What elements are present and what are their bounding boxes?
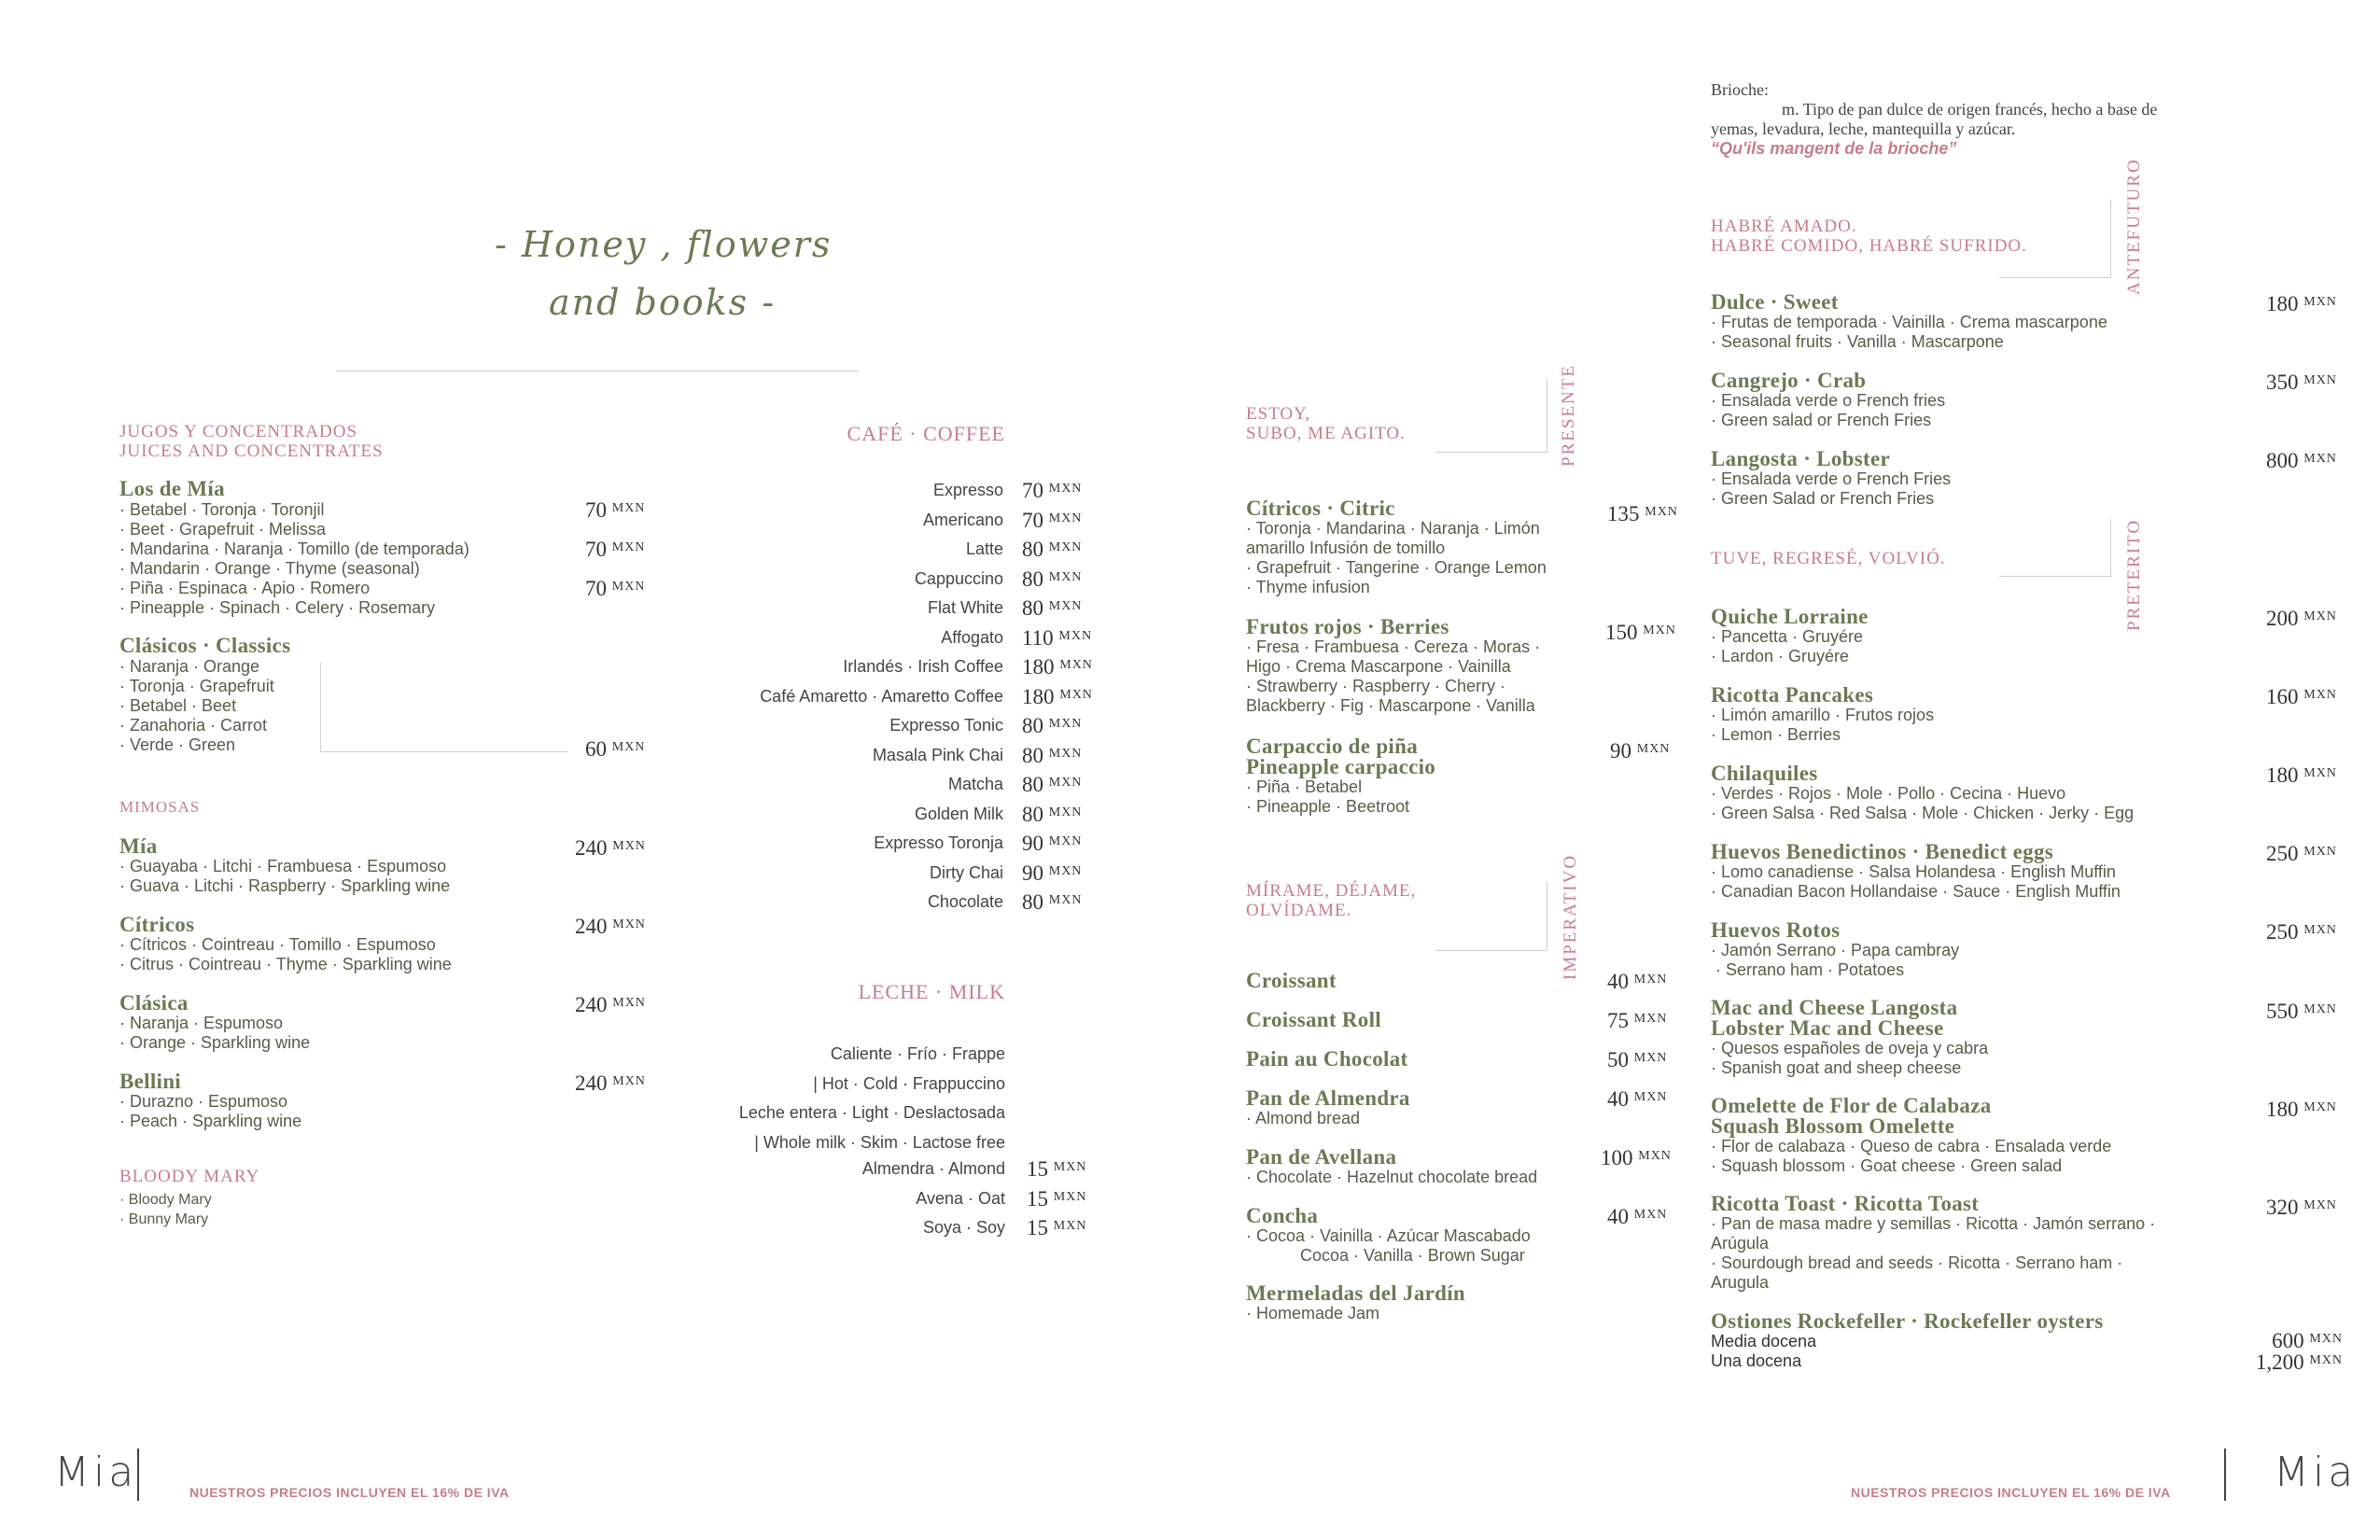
preterito-item-name: Huevos Benedictinos · Benedict eggs <box>1711 840 2053 863</box>
price: 180 $^{MXN}$ <box>1022 684 1093 708</box>
price: 70 $^{MXN}$ <box>585 538 646 561</box>
preterito-item-name: Chilaquiles <box>1711 762 1818 785</box>
item-line: · Ensalada verde o French Fries <box>1711 469 1952 488</box>
item-line: Higo · Crema Mascarpone · Vainilla <box>1246 657 1511 676</box>
coffee-name: Masala Pink Chai <box>872 745 1003 764</box>
coffee-row <box>653 685 1101 713</box>
preterito-tag: PRETERITO <box>2124 518 2144 631</box>
milk-heading: LECHE · MILK <box>858 980 1005 1003</box>
logo-left: Mia <box>54 1449 138 1496</box>
item-line: · Fresa · Frambuesa · Cereza · Moras · <box>1246 637 1541 656</box>
item-line: · Cítricos · Cointreau · Tomillo · Espumoso <box>119 935 436 954</box>
coffee-row <box>653 479 1101 507</box>
logo-right: Mia <box>2274 1449 2358 1496</box>
imperativo-heading <box>1246 881 1416 920</box>
antefuturo-bracket-h <box>1999 277 2111 278</box>
imperativo-item-name: Croissant <box>1246 969 1337 992</box>
imperativo-item-name: Pain au Chocolat <box>1246 1047 1408 1071</box>
presente-item-name-en: Pineapple carpaccio <box>1246 755 1436 778</box>
item-line: · Limón amarillo · Frutos rojos <box>1711 706 1935 724</box>
preterito-bracket-v <box>2110 519 2111 577</box>
preterito-item <box>1711 607 2345 666</box>
milk-name: Avena · Oat <box>916 1188 1005 1208</box>
mimosa-item <box>119 993 310 1053</box>
price: 80 $^{MXN}$ <box>1022 538 1083 561</box>
presente-item <box>1246 736 1435 817</box>
mimosa-item <box>119 915 452 974</box>
item-line: · Lemon · Berries <box>1711 725 1841 744</box>
logo-left-divider <box>137 1449 139 1501</box>
item-line: · Strawberry · Raspberry · Cherry · <box>1246 677 1506 695</box>
milk-row <box>653 1216 1101 1244</box>
omelette-name: Omelette de Flor de Calabaza <box>1711 1094 1992 1117</box>
mimosa-item <box>119 1071 301 1131</box>
iva-note-left: NUESTROS PRECIOS INCLUYEN EL 16% DE IVA <box>189 1485 510 1500</box>
imperativo-item <box>1246 1010 1675 1030</box>
item-line: Blackberry · Fig · Mascarpone · Vanilla <box>1246 696 1535 715</box>
bloody-mary-heading: BLOODY MARY <box>119 1167 260 1186</box>
presente-heading <box>1246 404 1406 443</box>
price-half-dozen: 600 $^{MXN}$ <box>2272 1329 2343 1352</box>
preterito-item-name: Ricotta Pancakes <box>1711 683 1874 707</box>
item-line: Leche entera · Light · Deslactosada <box>738 1103 1005 1122</box>
coffee-row <box>653 773 1101 801</box>
coffee-name: Cappuccino <box>914 568 1003 588</box>
mac-item <box>1711 998 1988 1078</box>
antefuturo-item <box>1711 292 2345 352</box>
milk-row <box>653 1157 1101 1185</box>
item-line: · Pineapple · Spinach · Celery · Rosemary <box>119 598 436 617</box>
item-line: · Piña · Espinaca · Apio · Romero <box>119 579 371 597</box>
item-line: · Pan de masa madre y semillas · Ricotta · Jamón serrano · <box>1711 1214 2156 1233</box>
price: 110 $^{MXN}$ <box>1022 625 1093 650</box>
price: 40 $^{MXN}$ <box>1607 1087 1668 1111</box>
mac-name-en: Lobster Mac and Cheese <box>1711 1016 1944 1040</box>
item-line: · Citrus · Cointreau · Thyme · Sparkling wine <box>119 955 452 973</box>
item-line: · Ensalada verde o French fries <box>1711 391 1946 410</box>
item-line: · Chocolate · Hazelnut chocolate bread <box>1246 1168 1538 1186</box>
mimosas-heading: MIMOSAS <box>119 798 201 816</box>
item-line: · Grapefruit · Tangerine · Orange Lemon <box>1246 558 1547 577</box>
item-line: · Beet · Grapefruit · Melissa <box>119 520 327 539</box>
item-line: · Bloody Mary <box>119 1192 212 1208</box>
item-line: · Guayaba · Litchi · Frambuesa · Espumoso <box>119 857 447 875</box>
item-line: Cocoa · Vanilla · Brown Sugar <box>1300 1246 1525 1265</box>
coffee-name: Dirty Chai <box>929 862 1003 882</box>
juices-heading <box>119 422 384 461</box>
antefuturo-heading-2: HABRÉ COMIDO, HABRÉ SUFRIDO. <box>1711 236 2027 256</box>
item-line: · Flor de calabaza · Queso de cabra · Ensalada verde <box>1711 1137 2112 1155</box>
imperativo-item <box>1246 1283 1675 1323</box>
item-line: · Durazno · Espumoso <box>119 1092 288 1111</box>
juices-heading-es: JUGOS Y CONCENTRADOS <box>119 422 358 441</box>
price: 240 $^{MXN}$ <box>575 1071 646 1095</box>
item-line: · Naranja · Espumoso <box>119 1014 284 1032</box>
item-line: · Peach · Sparkling wine <box>119 1112 302 1130</box>
preterito-item-name: Huevos Rotos <box>1711 918 1841 942</box>
price: 80 $^{MXN}$ <box>1022 714 1083 737</box>
presente-tag: PRESENTE <box>1559 364 1578 467</box>
antefuturo-bracket-v <box>2110 200 2111 278</box>
brioche-definition <box>1711 80 2157 159</box>
imperativo-item-name: Mermeladas del Jardín <box>1246 1281 1465 1305</box>
item-line: · Green Salsa · Red Salsa · Mole · Chicken · Jerky · Egg <box>1711 804 2135 822</box>
iva-note-right: NUESTROS PRECIOS INCLUYEN EL 16% DE IVA <box>1851 1485 2171 1500</box>
price: 240 $^{MXN}$ <box>575 915 646 938</box>
item-line: | Hot · Cold · Frappuccino <box>813 1073 1005 1093</box>
price: 70 $^{MXN}$ <box>585 498 646 522</box>
coffee-row <box>653 626 1101 654</box>
coffee-name: Café Amaretto · Amaretto Coffee <box>760 686 1003 706</box>
imperativo-item <box>1246 1147 1675 1187</box>
price: 50 $^{MXN}$ <box>1607 1048 1668 1071</box>
brioche-def-2: yemas, levadura, leche, mantequilla y azúcar. <box>1711 119 2016 138</box>
logo-right-divider <box>2224 1449 2226 1501</box>
coffee-row <box>653 596 1101 624</box>
brioche-word: Brioche: <box>1711 80 1769 99</box>
mac-name: Mac and Cheese Langosta <box>1711 996 1958 1019</box>
price: 60 $^{MXN}$ <box>585 737 646 761</box>
item-line: · Piña · Betabel <box>1246 777 1363 796</box>
coffee-name: Expresso <box>932 481 1003 499</box>
item-line: · Squash blossom · Goat cheese · Green salad <box>1711 1156 2063 1175</box>
price: 15 $^{MXN}$ <box>1027 1216 1087 1239</box>
item-line: Arúgula <box>1711 1234 1770 1253</box>
antefuturo-heading <box>1711 217 2027 256</box>
price: 135 $^{MXN}$ <box>1607 502 1678 525</box>
price: 40 $^{MXN}$ <box>1607 1205 1668 1228</box>
presente-heading-2: SUBO, ME AGITO. <box>1246 424 1406 443</box>
item-line: · Bunny Mary <box>119 1211 209 1227</box>
price: 320 $^{MXN}$ <box>2266 1196 2337 1219</box>
item-line: · Cocoa · Vainilla · Azúcar Mascabado <box>1246 1226 1531 1245</box>
mimosa-name: Cítricos <box>119 913 195 936</box>
imperativo-bracket-h <box>1435 950 1547 951</box>
price: 80 $^{MXN}$ <box>1022 743 1083 767</box>
item-line: · Seasonal fruits · Vanilla · Mascarpone <box>1711 332 2004 351</box>
antefuturo-item-name: Langosta · Lobster <box>1711 447 1890 470</box>
imperativo-item-name: Pan de Almendra <box>1246 1086 1410 1110</box>
coffee-name: Matcha <box>947 775 1003 793</box>
coffee-row <box>653 538 1101 566</box>
price: 350 $^{MXN}$ <box>2266 371 2337 394</box>
coffee-row <box>653 803 1101 831</box>
item-line: · Lardon · Gruyére <box>1711 647 1850 665</box>
los-de-mia-lines <box>119 500 469 618</box>
coffee-name: Expresso Toronja <box>874 833 1003 852</box>
clasicos-lines <box>119 657 274 755</box>
imperativo-item-name: Croissant Roll <box>1246 1008 1381 1031</box>
item-line: Media docena <box>1711 1332 1817 1351</box>
price: 90 $^{MXN}$ <box>1610 739 1671 763</box>
coffee-name: Golden Milk <box>914 804 1003 823</box>
item-line: · Pancetta · Gruyére <box>1711 627 1864 646</box>
los-de-mia-title: Los de Mía <box>119 477 225 500</box>
mimosa-name: Mía <box>119 834 158 858</box>
item-line: · Spanish goat and sheep cheese <box>1711 1058 1962 1077</box>
imperativo-item <box>1246 1049 1675 1070</box>
item-line: · Quesos españoles de oveja y cabra <box>1711 1039 1989 1057</box>
antefuturo-item <box>1711 449 2345 509</box>
coffee-name: Affogato <box>941 627 1003 647</box>
coffee-name: Latte <box>965 539 1003 558</box>
price: 80 $^{MXN}$ <box>1022 890 1083 914</box>
juices-heading-en: JUICES AND CONCENTRATES <box>119 441 384 461</box>
price: 70 $^{MXN}$ <box>1022 479 1083 502</box>
price-dozen: 1,200 $^{MXN}$ <box>2255 1351 2343 1374</box>
item-line: Caliente · Frío · Frappe <box>830 1044 1005 1063</box>
toast-name: Ricotta Toast · Ricotta Toast <box>1711 1192 1980 1215</box>
tagline-line1: - Honey , flowers <box>495 224 833 265</box>
brioche-def-1: m. Tipo de pan dulce de origen francés, hecho a base de <box>1782 100 2158 119</box>
item-line: | Whole milk · Skim · Lactose free <box>754 1132 1005 1152</box>
item-line: · Sourdough bread and seeds · Ricotta · Serrano ham · <box>1711 1253 2123 1272</box>
item-line: · Toronja · Grapefruit <box>119 677 274 695</box>
bracket-vertical <box>320 663 321 752</box>
preterito-item <box>1711 920 2345 980</box>
imperativo-item <box>1246 1088 1675 1128</box>
item-line: · Betabel · Beet <box>119 696 237 715</box>
omelette-name-en: Squash Blossom Omelette <box>1711 1114 1955 1138</box>
item-line: · Lomo canadiense · Salsa Holandesa · English Muffin <box>1711 862 2116 881</box>
price: 180 $^{MXN}$ <box>2266 292 2337 315</box>
coffee-row <box>653 567 1101 595</box>
presente-item <box>1246 617 1540 716</box>
milk-row <box>653 1187 1101 1215</box>
tagline-line2: and books - <box>549 282 777 323</box>
price: 40 $^{MXN}$ <box>1607 970 1668 993</box>
coffee-list <box>653 479 1101 927</box>
item-line: · Zanahoria · Carrot <box>119 716 268 735</box>
coffee-name: Flat White <box>927 598 1003 617</box>
oysters-item <box>1711 1311 2104 1371</box>
preterito-item <box>1711 763 2345 823</box>
price: 250 $^{MXN}$ <box>2266 842 2337 865</box>
antefuturo-item <box>1711 371 2345 430</box>
bloody-mary-lines <box>119 1190 212 1229</box>
antefuturo-tag: ANTEFUTURO <box>2124 158 2144 295</box>
item-line: · Toronja · Mandarina · Naranja · Limón <box>1246 519 1540 538</box>
item-line: · Green salad or French Fries <box>1711 411 1932 429</box>
preterito-heading: TUVE, REGRESÉ, VOLVIÓ. <box>1711 549 1946 568</box>
price: 550 $^{MXN}$ <box>2266 1000 2337 1023</box>
coffee-name: Irlandés · Irish Coffee <box>843 657 1003 676</box>
price: 90 $^{MXN}$ <box>1022 832 1083 855</box>
item-line: · Pineapple · Beetroot <box>1246 797 1410 816</box>
preterito-item <box>1711 842 2345 902</box>
price: 180 $^{MXN}$ <box>2266 1098 2337 1121</box>
price: 800 $^{MXN}$ <box>2266 449 2337 472</box>
item-line: Arugula <box>1711 1273 1770 1292</box>
imperativo-tag: IMPERATIVO <box>1561 853 1580 980</box>
coffee-name: Chocolate <box>927 892 1003 911</box>
presente-heading-1: ESTOY, <box>1246 404 1311 424</box>
presente-item <box>1246 498 1547 597</box>
omelette-item <box>1711 1096 2111 1176</box>
item-line: · Mandarin · Orange · Thyme (seasonal) <box>119 559 420 578</box>
item-line: · Green Salad or French Fries <box>1711 489 1935 508</box>
item-line: · Verde · Green <box>119 735 236 754</box>
clasicos-title: Clásicos · Classics <box>119 634 291 657</box>
item-line: · Almond bread <box>1246 1109 1361 1127</box>
bracket-horizontal <box>320 751 567 752</box>
preterito-item-name: Quiche Lorraine <box>1711 605 1869 628</box>
price: 160 $^{MXN}$ <box>2266 685 2337 708</box>
coffee-name: Americano <box>922 510 1003 529</box>
coffee-row <box>653 744 1101 772</box>
milk-lines <box>739 1040 1005 1157</box>
mimosa-name: Bellini <box>119 1070 182 1093</box>
price: 70 $^{MXN}$ <box>585 577 646 600</box>
imperativo-heading-1: MÍRAME, DÉJAME, <box>1246 881 1417 901</box>
imperativo-heading-2: OLVÍDAME. <box>1246 901 1352 920</box>
coffee-row <box>653 890 1101 918</box>
item-line: Una docena <box>1711 1351 1802 1370</box>
coffee-row <box>653 509 1101 537</box>
imperativo-item <box>1246 971 1675 991</box>
price: 80 $^{MXN}$ <box>1022 567 1083 591</box>
price: 240 $^{MXN}$ <box>575 836 646 860</box>
item-line: · Canadian Bacon Hollandaise · Sauce · English Muffin <box>1711 882 2121 901</box>
imperativo-item <box>1246 1206 1675 1266</box>
preterito-bracket-h <box>1999 576 2111 577</box>
price: 80 $^{MXN}$ <box>1022 596 1083 620</box>
antefuturo-item-name: Cangrejo · Crab <box>1711 369 1867 392</box>
item-line: · Verdes · Rojos · Mole · Pollo · Cecina · Huevo <box>1711 784 2066 803</box>
item-line: · Naranja · Orange <box>119 657 260 676</box>
price: 250 $^{MXN}$ <box>2266 920 2337 944</box>
presente-item-name: Cítricos · Citric <box>1246 497 1395 520</box>
coffee-row <box>653 832 1101 860</box>
coffee-row <box>653 655 1101 683</box>
item-line: · Jamón Serrano · Papa cambray <box>1711 941 1960 959</box>
item-line: · Mandarina · Naranja · Tomillo (de temporada) <box>119 539 469 558</box>
coffee-row <box>653 714 1101 742</box>
price: 80 $^{MXN}$ <box>1022 773 1083 796</box>
mimosa-item <box>119 836 450 896</box>
preterito-item <box>1711 685 2345 745</box>
milk-name: Soya · Soy <box>922 1218 1005 1237</box>
coffee-heading: CAFÉ · COFFEE <box>847 422 1005 445</box>
price: 240 $^{MXN}$ <box>575 993 646 1016</box>
price: 90 $^{MXN}$ <box>1022 861 1083 885</box>
price: 150 $^{MXN}$ <box>1605 621 1676 644</box>
item-line: · Serrano ham · Potatoes <box>1711 960 1905 979</box>
imperativo-item-name: Concha <box>1246 1204 1319 1227</box>
imperativo-item-name: Pan de Avellana <box>1246 1145 1397 1169</box>
price: 80 $^{MXN}$ <box>1022 802 1083 826</box>
price <box>2256 1329 2343 1372</box>
item-line: · Homemade Jam <box>1246 1304 1380 1323</box>
item-line: · Frutas de temporada · Vainilla · Crema mascarpone <box>1711 313 2107 331</box>
coffee-row <box>653 861 1101 889</box>
price: 180 $^{MXN}$ <box>1022 655 1093 679</box>
coffee-name: Expresso Tonic <box>889 716 1003 735</box>
mimosa-name: Clásica <box>119 991 189 1015</box>
price: 75 $^{MXN}$ <box>1607 1009 1668 1032</box>
antefuturo-item-name: Dulce · Sweet <box>1711 290 1839 314</box>
price: 15 $^{MXN}$ <box>1027 1157 1087 1181</box>
presente-bracket-h <box>1435 452 1547 453</box>
item-line: · Betabel · Toronja · Toronjil <box>119 500 325 519</box>
presente-item-name: Carpaccio de piña <box>1246 735 1418 758</box>
toast-item <box>1711 1194 2155 1293</box>
price: 15 $^{MXN}$ <box>1027 1186 1087 1211</box>
item-line: amarillo Infusión de tomillo <box>1246 539 1446 557</box>
oysters-name: Ostiones Rockefeller · Rockefeller oysters <box>1711 1309 2104 1333</box>
price: 100 $^{MXN}$ <box>1601 1146 1672 1169</box>
milk-name: Almendra · Almond <box>861 1159 1005 1178</box>
price: 180 $^{MXN}$ <box>2266 763 2337 787</box>
price: 70 $^{MXN}$ <box>1022 508 1083 532</box>
item-line: · Guava · Litchi · Raspberry · Sparkling wine <box>119 876 451 895</box>
price: 200 $^{MXN}$ <box>2266 607 2337 630</box>
antefuturo-heading-1: HABRÉ AMADO. <box>1711 217 1857 236</box>
presente-item-name: Frutos rojos · Berries <box>1246 615 1449 638</box>
brioche-quote: “Qu'ils mangent de la brioche” <box>1711 139 1957 158</box>
item-line: · Orange · Sparkling wine <box>119 1033 311 1052</box>
item-line: · Thyme infusion <box>1246 578 1370 596</box>
